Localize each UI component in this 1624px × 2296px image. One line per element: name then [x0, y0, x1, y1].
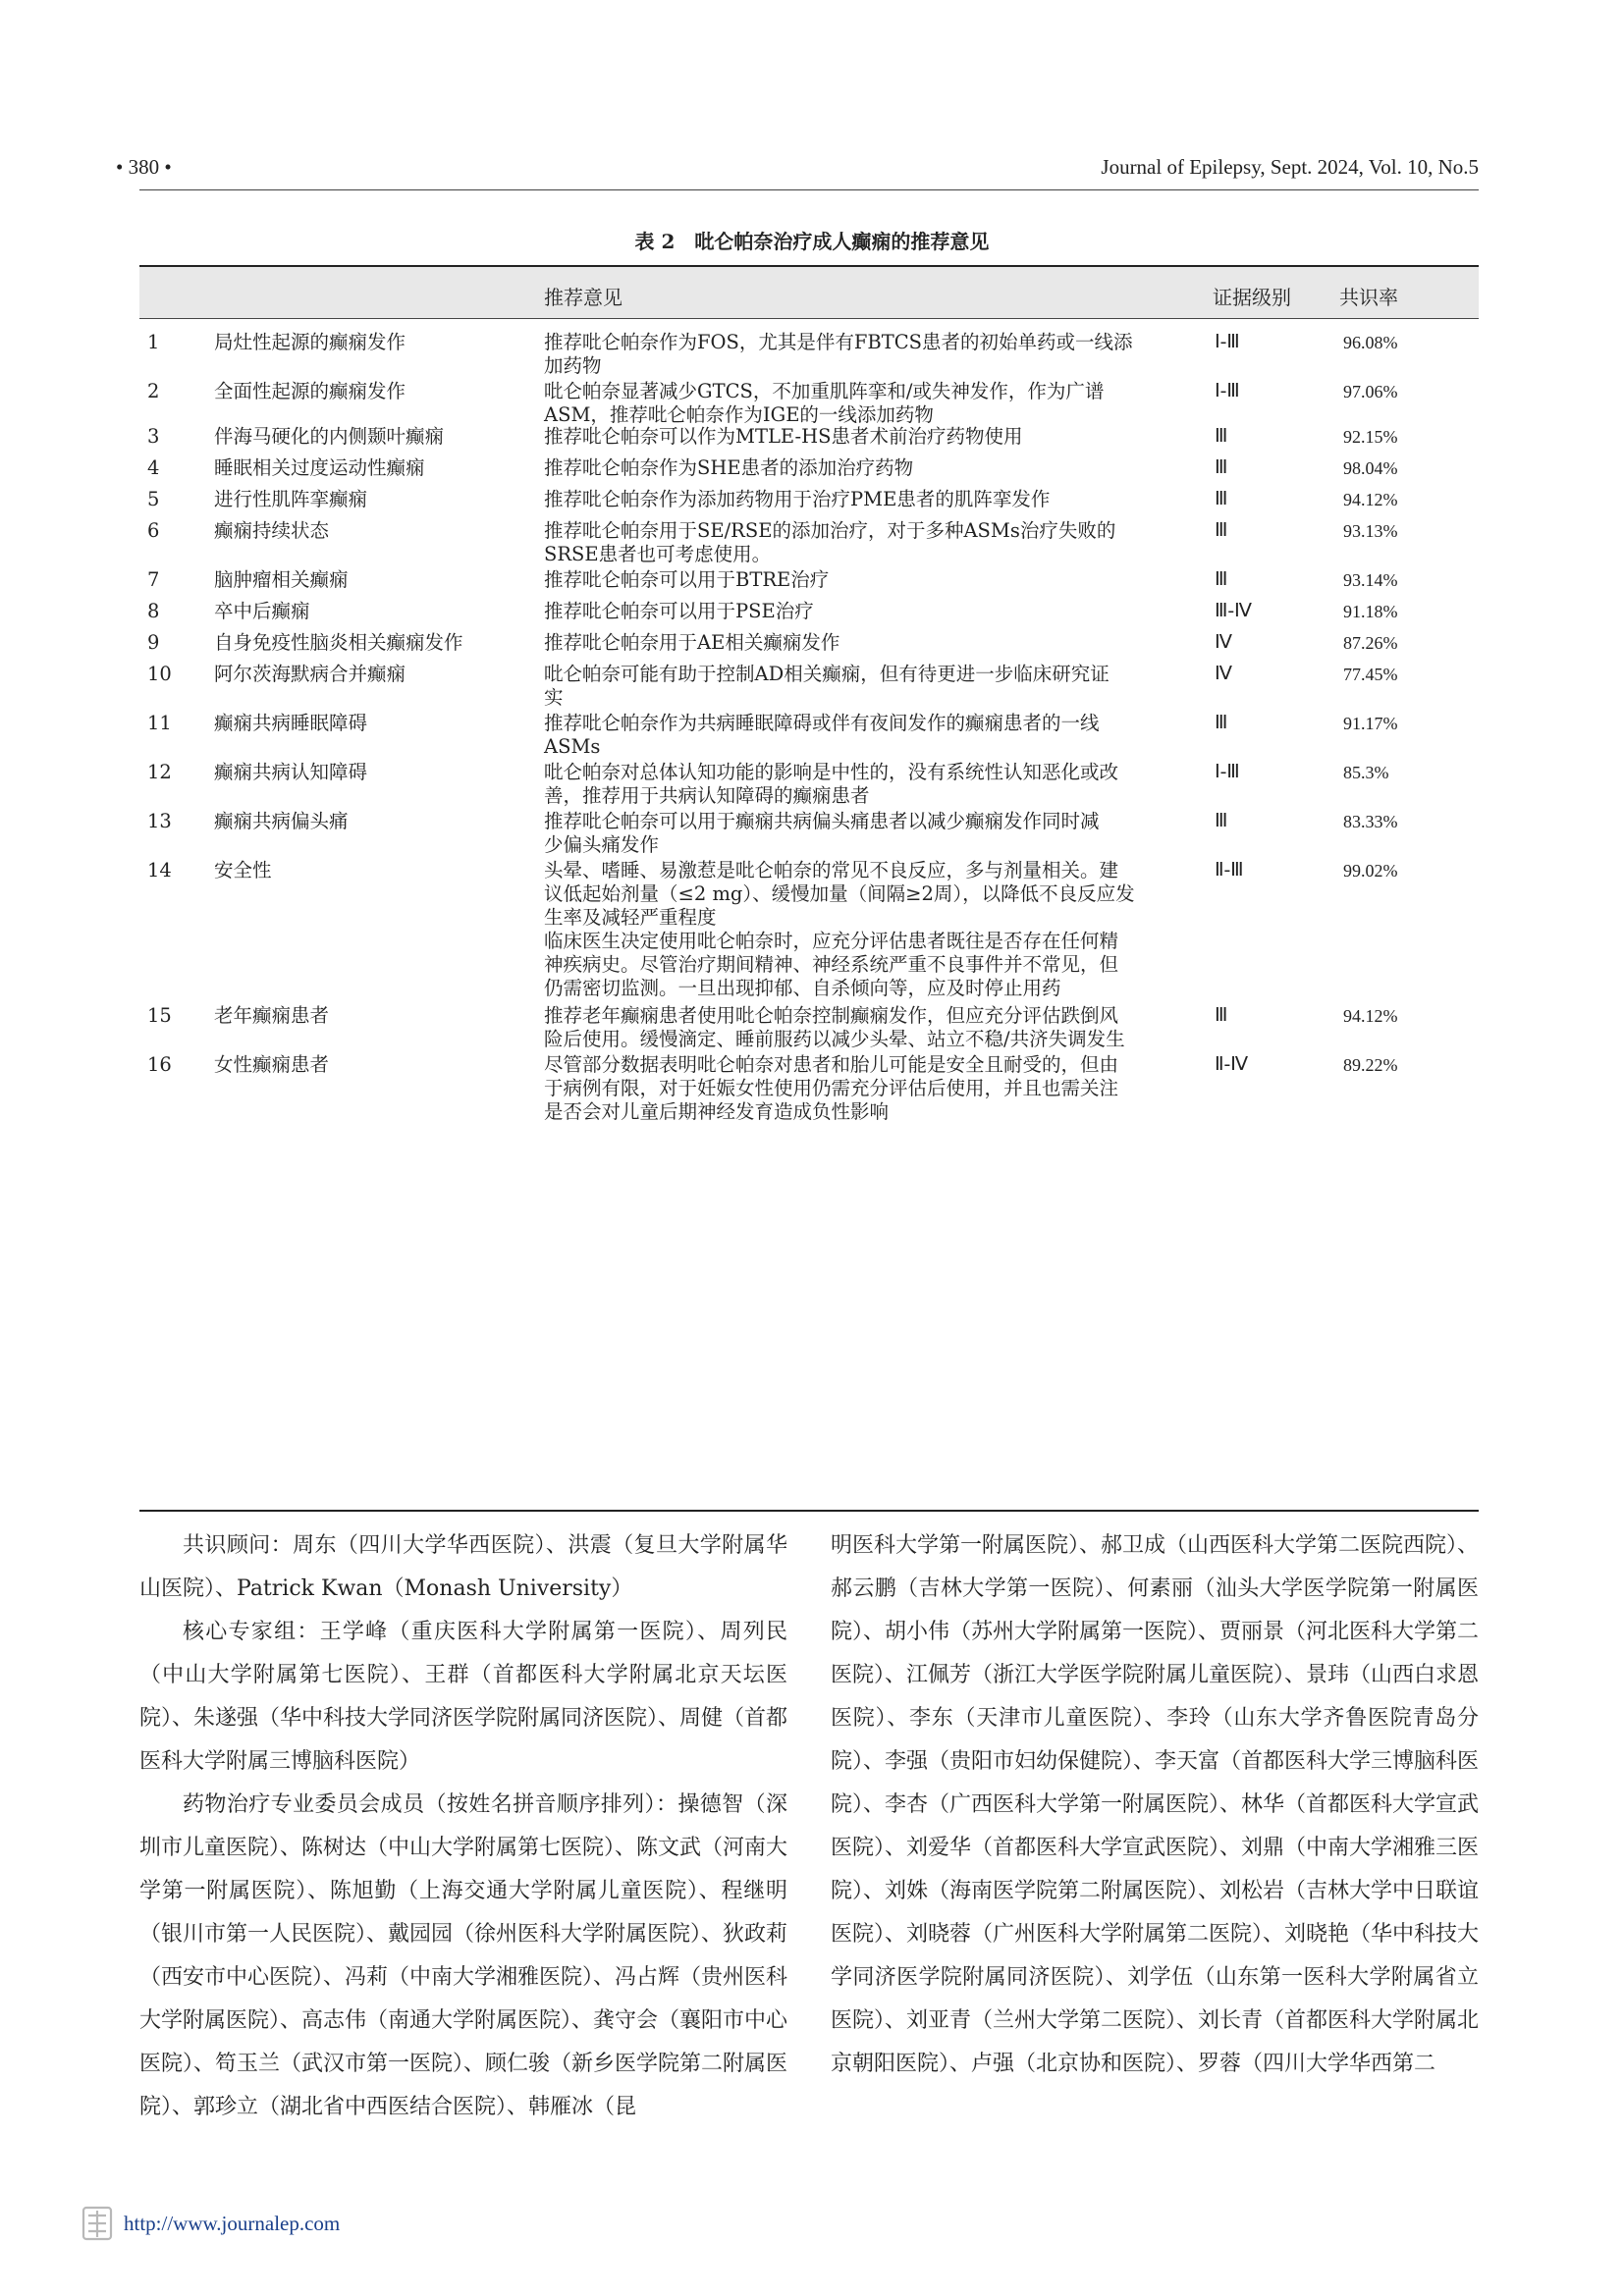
row-number: 10 [147, 663, 172, 685]
recommendation-line: 险后使用。缓慢滴定、睡前服药以减少头晕、站立不稳/共济失调发生 [544, 1028, 1125, 1050]
recommendation-line: 实 [544, 686, 564, 709]
row-recommendation [544, 631, 1190, 655]
journal-info: Journal of Epilepsy, Sept. 2024, Vol. 10, No.5 [1101, 155, 1479, 179]
recommendation-line: 头晕、嗜睡、易激惹是吡仑帕奈的常见不良反应，多与剂量相关。建 [544, 859, 1119, 881]
column-header-recommendation: 推荐意见 [544, 286, 623, 309]
committee-members: 药物治疗专业委员会成员（按姓名拼音顺序排列）：操德智（深圳市儿童医院）、陈树达（中山大学附属第七医院）、陈文武（河南大学第一附属医院）、陈旭勤（上海交通大学附属儿童医院）、程继明（银川市第一人民医院）、戴园园（徐州医科大学附属医院）、狄政莉（西安市中心医院）、冯莉（中南大学湘雅医院）、冯占辉（贵州医科大学附属医院）、高志伟（南通大学附属医院）、龚守会（襄阳市中心医院）、笱玉兰（武汉市第一医院）、顾仁骏（新乡医学院第二附属医院）、郭珍立（湖北省中西医结合医院）、韩雁冰（昆 [139, 1792, 788, 2119]
row-evidence-level: Ⅲ [1215, 569, 1228, 590]
row-evidence-level: Ⅲ [1215, 811, 1228, 831]
row-consensus-rate: 92.15% [1343, 427, 1398, 447]
recommendation-line: 推荐吡仑帕奈可以用于PSE治疗 [544, 600, 814, 622]
row-recommendation [544, 663, 1190, 710]
row-consensus-rate: 91.17% [1343, 714, 1398, 733]
row-evidence-level: Ⅰ-Ⅲ [1215, 381, 1240, 401]
table-row [139, 380, 1479, 427]
recommendation-line: 推荐吡仑帕奈作为FOS，尤其是伴有FBTCS患者的初始单药或一线添 [544, 331, 1133, 353]
table-row [139, 761, 1479, 808]
table-row [139, 456, 1479, 488]
row-consensus-rate: 91.18% [1343, 602, 1398, 621]
table-row [139, 331, 1479, 378]
row-topic: 伴海马硬化的内侧颞叶癫痫 [214, 425, 445, 448]
header-rule [139, 189, 1479, 190]
table-row [139, 1053, 1479, 1161]
right-column [831, 1524, 1479, 2086]
page-number: • 380 • [116, 155, 172, 179]
row-consensus-rate: 99.02% [1343, 861, 1398, 881]
table-row [139, 488, 1479, 519]
row-recommendation [544, 1004, 1190, 1051]
recommendation-line: 推荐吡仑帕奈用于AE相关癫痫发作 [544, 631, 840, 654]
core-expert-group: 核心专家组：王学峰（重庆医科大学附属第一医院）、周列民（中山大学附属第七医院）、王群（首都医科大学附属北京天坛医院）、朱遂强（华中科技大学同济医学院附属同济医院）、周健（首都医科大学附属三博脑科医院） [139, 1620, 788, 1774]
table-row [139, 663, 1479, 710]
row-consensus-rate: 87.26% [1343, 633, 1398, 653]
table-bottom-rule [139, 1510, 1479, 1512]
row-recommendation [544, 761, 1190, 808]
row-topic: 全面性起源的癫痫发作 [214, 380, 406, 402]
row-topic: 卒中后癫痫 [214, 600, 310, 622]
row-consensus-rate: 96.08% [1343, 333, 1398, 352]
table-header [139, 267, 1479, 319]
row-evidence-level: Ⅱ-Ⅲ [1215, 860, 1244, 881]
row-number: 3 [147, 425, 160, 448]
table-body [139, 319, 1479, 1173]
table-row [139, 425, 1479, 456]
row-consensus-rate: 77.45% [1343, 665, 1398, 684]
row-consensus-rate: 94.12% [1343, 1006, 1398, 1026]
table-row [139, 859, 1479, 1002]
recommendation-line: 于病例有限，对于妊娠女性使用仍需充分评估后使用，并且也需关注 [544, 1077, 1119, 1099]
row-number: 6 [147, 519, 160, 542]
row-recommendation [544, 810, 1190, 857]
row-number: 2 [147, 380, 160, 402]
row-number: 14 [147, 859, 172, 881]
row-topic: 癫痫共病认知障碍 [214, 761, 368, 783]
row-number: 4 [147, 456, 160, 479]
table-row [139, 1004, 1479, 1051]
row-number: 5 [147, 488, 160, 510]
table-row [139, 519, 1479, 566]
row-evidence-level: Ⅱ-Ⅳ [1215, 1054, 1249, 1075]
recommendation-line: 推荐吡仑帕奈作为添加药物用于治疗PME患者的肌阵挛发作 [544, 488, 1051, 510]
recommendation-line: SRSE患者也可考虑使用。 [544, 543, 772, 565]
footer [81, 2205, 340, 2242]
row-consensus-rate: 98.04% [1343, 458, 1398, 478]
recommendation-line: 是否会对儿童后期神经发育造成负性影响 [544, 1100, 890, 1123]
recommendation-table [139, 265, 1479, 1173]
row-consensus-rate: 89.22% [1343, 1055, 1398, 1075]
recommendation-line: 推荐吡仑帕奈可以用于BTRE治疗 [544, 568, 830, 591]
row-number: 11 [147, 712, 172, 734]
recommendation-line: 善，推荐用于共病认知障碍的癫痫患者 [544, 784, 870, 807]
recommendation-line: ASM，推荐吡仑帕奈作为IGE的一线添加药物 [544, 403, 934, 426]
row-number: 13 [147, 810, 172, 832]
row-evidence-level: Ⅲ [1215, 520, 1228, 541]
row-number: 16 [147, 1053, 172, 1076]
row-number: 7 [147, 568, 160, 591]
row-recommendation [544, 456, 1190, 480]
row-topic: 睡眠相关过度运动性癫痫 [214, 456, 425, 479]
column-header-evidence-level: 证据级别 [1213, 286, 1291, 309]
table-row [139, 568, 1479, 600]
row-evidence-level: Ⅲ [1215, 489, 1228, 509]
table-row [139, 810, 1479, 857]
table-row [139, 631, 1479, 663]
recommendation-line: 吡仑帕奈对总体认知功能的影响是中性的，没有系统性认知恶化或改 [544, 761, 1119, 783]
row-recommendation [544, 425, 1190, 449]
recommendation-line: 生率及减轻严重程度 [544, 906, 717, 929]
recommendation-line: 少偏头痛发作 [544, 833, 660, 856]
row-evidence-level: Ⅲ-Ⅳ [1215, 601, 1252, 621]
recommendation-line: 加药物 [544, 354, 602, 377]
row-evidence-level: Ⅳ [1215, 664, 1232, 684]
row-number: 15 [147, 1004, 172, 1027]
recommendation-line: 推荐老年癫痫患者使用吡仑帕奈控制癫痫发作，但应充分评估跌倒风 [544, 1004, 1119, 1027]
column-header-consensus-rate: 共识率 [1339, 286, 1398, 309]
row-evidence-level: Ⅲ [1215, 426, 1228, 447]
row-recommendation [544, 380, 1190, 427]
row-topic: 阿尔茨海默病合并癫痫 [214, 663, 406, 685]
recommendation-line: 推荐吡仑帕奈可以作为MTLE-HS患者术前治疗药物使用 [544, 425, 1023, 448]
row-recommendation [544, 568, 1190, 592]
row-recommendation [544, 600, 1190, 623]
recommendation-line: 吡仑帕奈显著减少GTCS，不加重肌阵挛和/或失神发作，作为广谱 [544, 380, 1105, 402]
row-recommendation [544, 331, 1190, 378]
row-recommendation [544, 519, 1190, 566]
row-number: 9 [147, 631, 160, 654]
row-recommendation [544, 859, 1190, 1000]
table-row [139, 712, 1479, 759]
row-recommendation [544, 712, 1190, 759]
row-topic: 癫痫共病偏头痛 [214, 810, 349, 832]
recommendation-line: 吡仑帕奈可能有助于控制AD相关癫痫，但有待更进一步临床研究证 [544, 663, 1110, 685]
row-topic: 进行性肌阵挛癫痫 [214, 488, 368, 510]
row-evidence-level: Ⅲ [1215, 457, 1228, 478]
row-evidence-level: Ⅳ [1215, 632, 1232, 653]
committee-members-continued: 明医科大学第一附属医院）、郝卫成（山西医科大学第二医院西院）、郝云鹏（吉林大学第一医院）、何素丽（汕头大学医学院第一附属医院）、胡小伟（苏州大学附属第一医院）、贾丽景（河北医科大学第二医院）、江佩芳（浙江大学医学院附属儿童医院）、景玮（山西白求恩医院）、李东（天津市儿童医院）、李玲（山东大学齐鲁医院青岛分院）、李强（贵阳市妇幼保健院）、李天富（首都医科大学三博脑科医院）、李杏（广西医科大学第一附属医院）、林华（首都医科大学宣武医院）、刘爱华（首都医科大学宣武医院）、刘鼎（中南大学湘雅三医院）、刘姝（海南医学院第二附属医院）、刘松岩（吉林大学中日联谊医院）、刘晓蓉（广州医科大学附属第二医院）、刘晓艳（华中科技大学同济医学院附属同济医院）、刘学伍（山东第一医科大学附属省立医院）、刘亚青（兰州大学第二医院）、刘长青（首都医科大学附属北京朝阳医院）、卢强（北京协和医院）、罗蓉（四川大学华西第二 [831, 1533, 1480, 2076]
recommendation-line: 仍需密切监测。一旦出现抑郁、自杀倾向等，应及时停止用药 [544, 977, 1061, 999]
row-consensus-rate: 85.3% [1343, 763, 1389, 782]
journal-logo-icon [81, 2205, 114, 2242]
journal-url[interactable]: http://www.journalep.com [124, 2211, 341, 2235]
recommendation-line: 神疾病史。尽管治疗期间精神、神经系统严重不良事件并不常见，但 [544, 953, 1119, 976]
recommendation-line: 临床医生决定使用吡仑帕奈时，应充分评估患者既往是否存在任何精 [544, 930, 1119, 952]
row-topic: 自身免疫性脑炎相关癫痫发作 [214, 631, 463, 654]
row-number: 8 [147, 600, 160, 622]
row-consensus-rate: 94.12% [1343, 490, 1398, 509]
row-recommendation [544, 488, 1190, 511]
left-column [139, 1524, 787, 2129]
row-evidence-level: Ⅲ [1215, 713, 1228, 733]
recommendation-line: ASMs [544, 735, 601, 758]
row-topic: 女性癫痫患者 [214, 1053, 330, 1076]
row-topic: 安全性 [214, 859, 272, 881]
table-row [139, 600, 1479, 631]
row-topic: 老年癫痫患者 [214, 1004, 330, 1027]
recommendation-line: 推荐吡仑帕奈作为SHE患者的添加治疗药物 [544, 456, 914, 479]
recommendation-line: 推荐吡仑帕奈作为共病睡眠障碍或伴有夜间发作的癫痫患者的一线 [544, 712, 1100, 734]
row-evidence-level: Ⅰ-Ⅲ [1215, 332, 1240, 352]
consensus-advisors: 共识顾问：周东（四川大学华西医院）、洪震（复旦大学附属华山医院）、Patrick Kwan（Monash University） [139, 1533, 787, 1601]
row-number: 1 [147, 331, 160, 353]
row-topic: 癫痫共病睡眠障碍 [214, 712, 368, 734]
row-evidence-level: Ⅲ [1215, 1005, 1228, 1026]
row-evidence-level: Ⅰ-Ⅲ [1215, 762, 1240, 782]
row-consensus-rate: 93.14% [1343, 570, 1398, 590]
row-consensus-rate: 97.06% [1343, 382, 1398, 401]
row-number: 12 [147, 761, 172, 783]
table-title: 表 2 吡仑帕奈治疗成人癫痫的推荐意见 [634, 230, 990, 253]
recommendation-line: 议低起始剂量（≤2 mg）、缓慢加量（间隔≥2周），以降低不良反应发 [544, 882, 1135, 905]
row-topic: 脑肿瘤相关癫痫 [214, 568, 349, 591]
row-recommendation [544, 1053, 1190, 1124]
row-topic: 癫痫持续状态 [214, 519, 330, 542]
recommendation-line: 尽管部分数据表明吡仑帕奈对患者和胎儿可能是安全且耐受的，但由 [544, 1053, 1119, 1076]
row-consensus-rate: 83.33% [1343, 812, 1398, 831]
row-consensus-rate: 93.13% [1343, 521, 1398, 541]
recommendation-line: 推荐吡仑帕奈用于SE/RSE的添加治疗，对于多种ASMs治疗失败的 [544, 519, 1116, 542]
row-topic: 局灶性起源的癫痫发作 [214, 331, 406, 353]
recommendation-line: 推荐吡仑帕奈可以用于癫痫共病偏头痛患者以减少癫痫发作同时减 [544, 810, 1100, 832]
